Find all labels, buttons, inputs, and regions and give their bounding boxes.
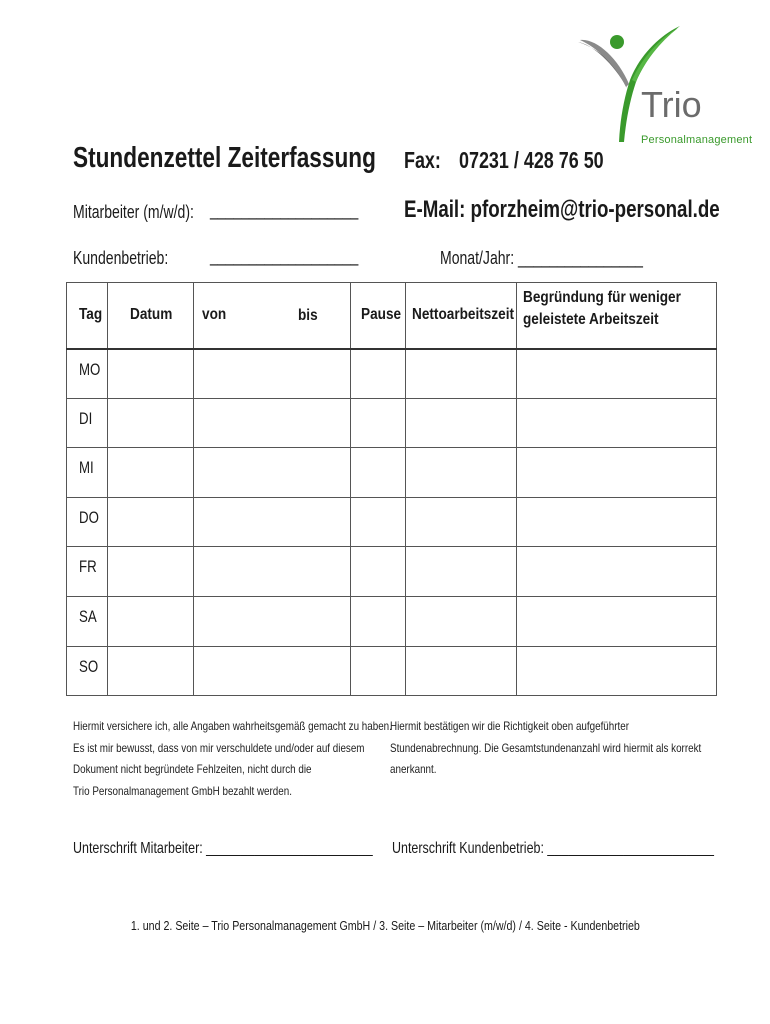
von-bis-cell[interactable] — [194, 596, 351, 646]
pause-cell[interactable] — [351, 398, 406, 448]
day-label: MO — [67, 349, 108, 399]
fax-number: 07231 / 428 76 50 — [459, 147, 604, 173]
table-row — [67, 596, 717, 646]
von-bis-cell[interactable] — [194, 497, 351, 547]
day-label: DI — [67, 398, 108, 448]
employee-label: Mitarbeiter (m/w/d): — [73, 202, 194, 222]
table-header-row — [67, 283, 717, 349]
datum-cell[interactable] — [108, 497, 194, 547]
pause-cell[interactable] — [351, 646, 406, 696]
employee-declaration — [73, 716, 392, 802]
netto-cell[interactable] — [406, 646, 517, 696]
datum-cell[interactable] — [108, 398, 194, 448]
table-row — [67, 448, 717, 498]
timesheet-table — [66, 282, 716, 696]
employee-field[interactable]: ___________________ — [210, 200, 359, 220]
declaration-line: Es ist mir bewusst, dass von mir verschuldete und/oder auf diesem — [73, 740, 365, 755]
von-bis-cell[interactable] — [194, 547, 351, 597]
day-label: SA — [67, 596, 108, 646]
day-label: FR — [67, 547, 108, 597]
column-header-von-bis — [194, 283, 351, 349]
von-bis-cell[interactable] — [194, 646, 351, 696]
day-label: MI — [67, 448, 108, 498]
begruendung-cell[interactable] — [517, 448, 717, 498]
employee-signature-field[interactable]: Unterschrift Mitarbeiter: ________________________ — [73, 840, 373, 857]
declaration-line: anerkannt. — [390, 762, 437, 776]
email-address: E-Mail: pforzheim@trio-personal.de — [404, 196, 720, 223]
declaration-line: Dokument nicht begründete Fehlzeiten, nicht durch die — [73, 762, 312, 776]
customer-field[interactable]: ___________________ — [210, 246, 359, 266]
declaration-line: Hiermit versichere ich, alle Angaben wahrheitsgemäß gemacht zu haben. — [73, 719, 392, 733]
column-header-bis: bis — [298, 307, 318, 324]
pause-cell[interactable] — [351, 497, 406, 547]
month-year-field[interactable]: Monat/Jahr: ________________ — [440, 248, 643, 268]
netto-cell[interactable] — [406, 448, 517, 498]
table-row — [67, 646, 717, 696]
netto-cell[interactable] — [406, 596, 517, 646]
datum-cell[interactable] — [108, 349, 194, 399]
fax-label: Fax: — [404, 147, 441, 173]
table-row — [67, 349, 717, 399]
von-bis-cell[interactable] — [194, 398, 351, 448]
logo-subtitle: Personalmanagement — [641, 134, 753, 146]
netto-cell[interactable] — [406, 349, 517, 399]
column-header-datum: Datum — [108, 283, 194, 349]
begruendung-cell[interactable] — [517, 596, 717, 646]
logo-brand-text: Trio — [641, 84, 702, 125]
pause-cell[interactable] — [351, 547, 406, 597]
pause-cell[interactable] — [351, 448, 406, 498]
declaration-line: Trio Personalmanagement GmbH bezahlt werden. — [73, 783, 292, 798]
pause-cell[interactable] — [351, 349, 406, 399]
customer-declaration — [390, 716, 700, 781]
datum-cell[interactable] — [108, 646, 194, 696]
datum-cell[interactable] — [108, 448, 194, 498]
column-header-tag: Tag — [67, 283, 108, 349]
column-header-von: von — [202, 306, 227, 324]
begruendung-cell[interactable] — [517, 398, 717, 448]
begruendung-cell[interactable] — [517, 646, 717, 696]
customer-signature-field[interactable]: Unterschrift Kundenbetrieb: ________________________ — [392, 840, 714, 857]
declaration-line: Hiermit bestätigen wir die Richtigkeit oben aufgeführter — [390, 719, 630, 733]
customer-label: Kundenbetrieb: — [73, 248, 169, 268]
declaration-line: Stundenabrechnung. Die Gesamtstundenanzahl wird hiermit als korrekt — [390, 740, 702, 755]
day-label: DO — [67, 497, 108, 547]
column-header-pause: Pause — [351, 283, 406, 349]
begruendung-cell[interactable] — [517, 349, 717, 399]
day-label: SO — [67, 646, 108, 696]
table-row — [67, 398, 717, 448]
netto-cell[interactable] — [406, 547, 517, 597]
table-row — [67, 497, 717, 547]
datum-cell[interactable] — [108, 596, 194, 646]
begruendung-cell[interactable] — [517, 547, 717, 597]
datum-cell[interactable] — [108, 547, 194, 597]
page-footer: 1. und 2. Seite – Trio Personalmanagement GmbH / 3. Seite – Mitarbeiter (m/w/d) / 4. Seite - Kundenbetrieb — [130, 918, 640, 933]
von-bis-cell[interactable] — [194, 349, 351, 399]
netto-cell[interactable] — [406, 398, 517, 448]
column-header-netto: Nettoarbeitszeit — [406, 283, 517, 349]
column-header-begruendung: Begründung für weniger geleistete Arbeitszeit — [517, 283, 717, 349]
table-row — [67, 547, 717, 597]
begruendung-cell[interactable] — [517, 497, 717, 547]
netto-cell[interactable] — [406, 497, 517, 547]
page-title: Stundenzettel Zeiterfassung — [73, 142, 376, 174]
pause-cell[interactable] — [351, 596, 406, 646]
von-bis-cell[interactable] — [194, 448, 351, 498]
